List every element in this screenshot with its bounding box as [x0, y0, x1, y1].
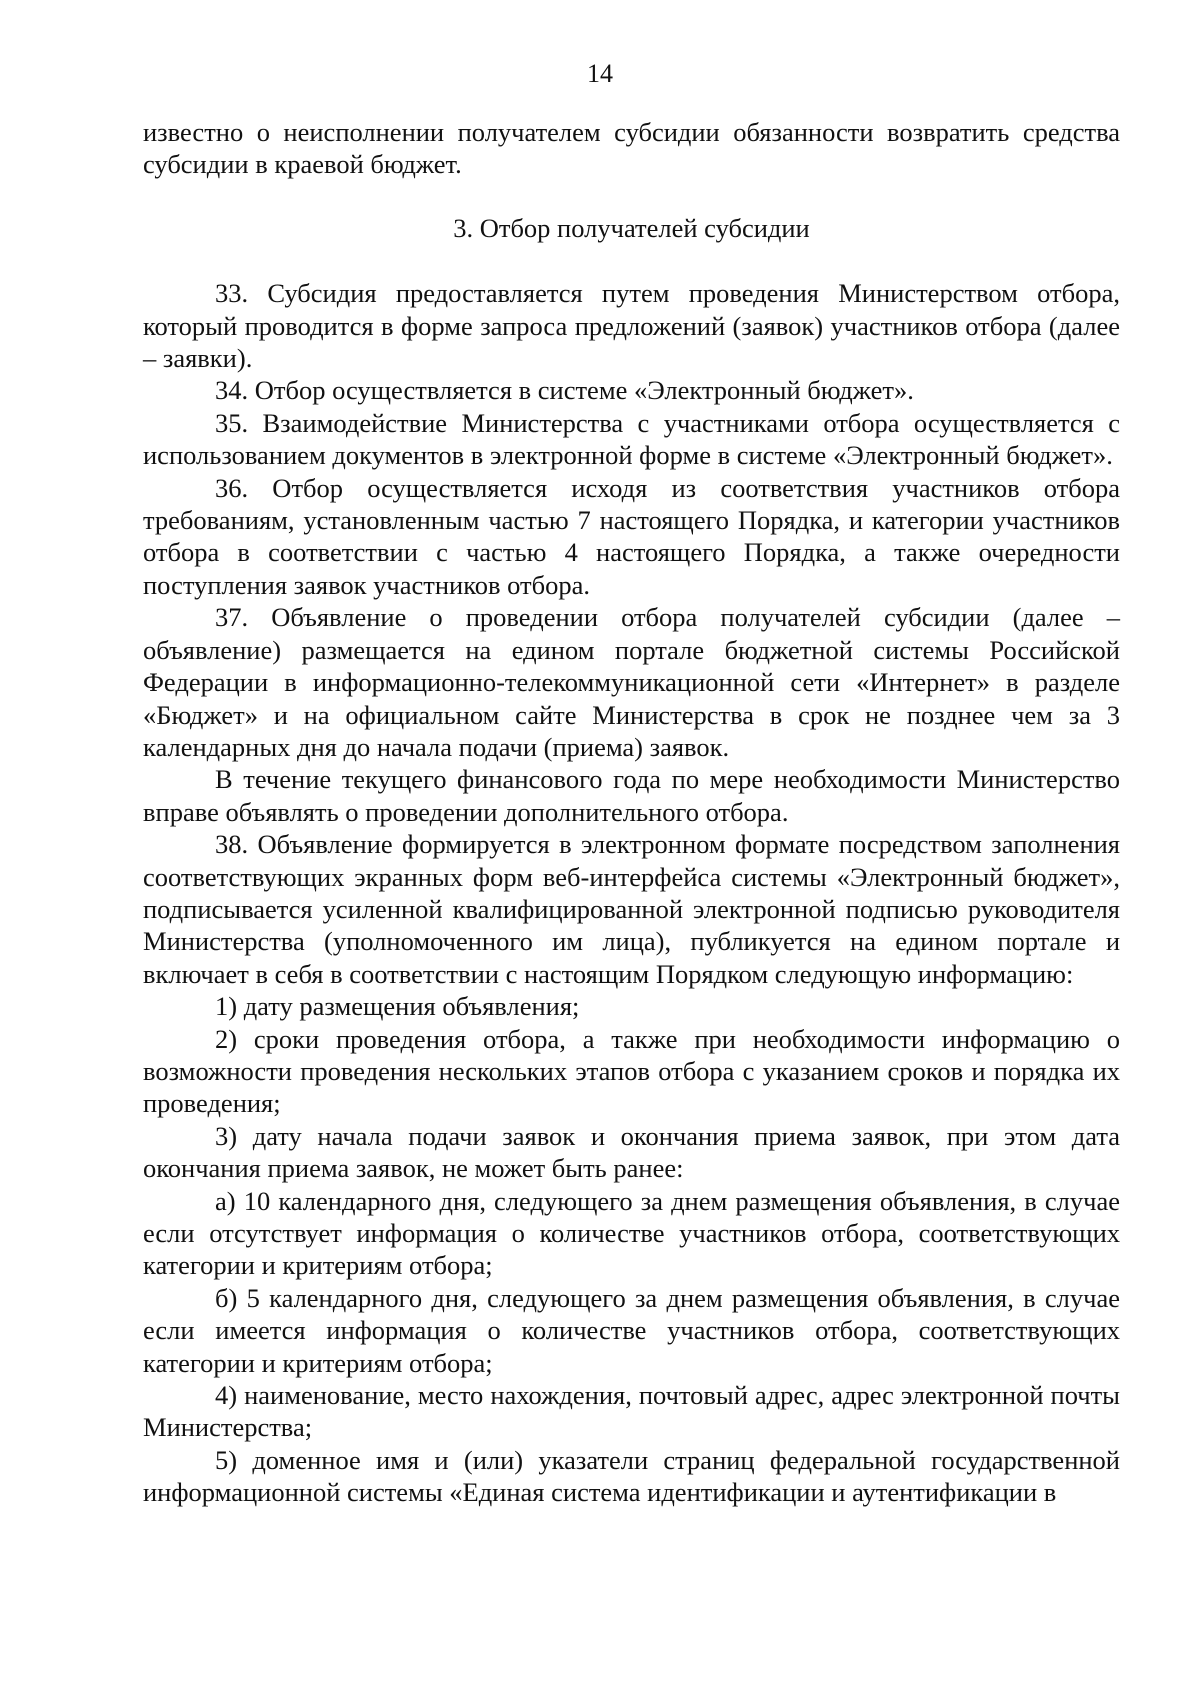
paragraph-38: 38. Объявление формируется в электронном формате посредством заполнения соответствующих экранных форм веб-интерфейса системы «Электронный бюджет», подписывается усиленной квалифицированной электронной подписью руководителя Министерства (уполномоченного им лица), публикуется на едином портале и включает в себя в соответствии с настоящим Порядком следующую информацию:	[143, 829, 1120, 989]
page-number: 14	[587, 59, 613, 88]
paragraph-35: 35. Взаимодействие Министерства с участниками отбора осуществляется с использованием документов в электронной форме в системе «Электронный бюджет».	[143, 407, 1120, 471]
list-item-4: 4) наименование, место нахождения, почтовый адрес, адрес электронной почты Министерства;	[143, 1380, 1120, 1443]
paragraph-34: 34. Отбор осуществляется в системе «Электронный бюджет».	[215, 375, 914, 406]
section-heading: 3. Отбор получателей субсидии	[453, 212, 810, 243]
list-item-3a: а) 10 календарного дня, следующего за днем размещения объявления, в случае если отсутствует информация о количестве участников отбора, соответствующих категории и критериям отбора;	[143, 1185, 1120, 1281]
list-item-1: 1) дату размещения объявления;	[215, 991, 580, 1022]
paragraph-37-additional: В течение текущего финансового года по мере необходимости Министерство вправе объявлять о проведении дополнительного отбора.	[143, 764, 1120, 827]
paragraph-continuation: известно о неисполнении получателем субсидии обязанности возвратить средства субсидии в краевой бюджет.	[143, 117, 1120, 180]
list-item-3: 3) дату начала подачи заявок и окончания приема заявок, при этом дата окончания приема заявок, не может быть ранее:	[143, 1120, 1120, 1184]
paragraph-36: 36. Отбор осуществляется исходя из соответствия участников отбора требованиям, установленным частью 7 настоящего Порядка, и категории участников отбора в соответствии с частью 4 настоящего Порядка, а также очередности поступления заявок участников отбора.	[143, 472, 1120, 600]
list-item-5: 5) доменное имя и (или) указатели страниц федеральной государственной информационной системы «Единая система идентификации и аутентификации в	[143, 1444, 1120, 1508]
list-item-2: 2) сроки проведения отбора, а также при необходимости информацию о возможности проведения нескольких этапов отбора с указанием сроков и порядка их проведения;	[143, 1023, 1120, 1119]
paragraph-37: 37. Объявление о проведении отбора получателей субсидии (далее – объявление) размещается на едином портале бюджетной системы Российской Федерации в информационно-телекоммуникационной сети «Интернет» в разделе «Бюджет» и на официальном сайте Министерства в срок не позднее чем за 3 календарных дня до начала подачи (приема) заявок.	[143, 602, 1120, 762]
list-item-3b: б) 5 календарного дня, следующего за днем размещения объявления, в случае если имеется информация о количестве участников отбора, соответствующих категории и критериям отбора;	[143, 1282, 1120, 1378]
document-body	[143, 116, 1120, 1509]
paragraph-33: 33. Субсидия предоставляется путем проведения Министерством отбора, который проводится в форме запроса предложений (заявок) участников отбора (далее – заявки).	[143, 278, 1120, 374]
